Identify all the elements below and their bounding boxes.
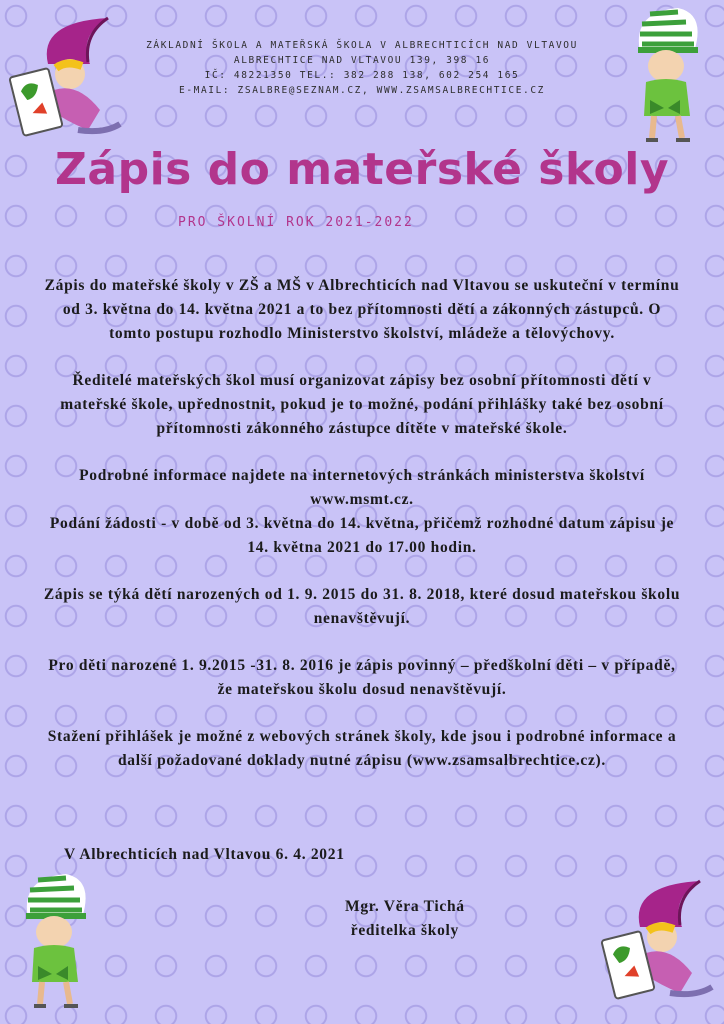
paragraph-info-application (40, 464, 684, 560)
header-line-3: IČ: 48221350 TEL.: 382 288 138, 602 254 165 (204, 70, 520, 81)
paragraph-download: Stažení přihlášek je možné z webových stránek školy, kde jsou i podrobné informace a další požadované doklady nutné zápisu (www.zsamsalbrechtice.cz). (47, 728, 677, 769)
signature-name: Mgr. Věra Tichá (345, 898, 465, 915)
dateline: V Albrechticích nad Vltavou 6. 4. 2021 (64, 846, 345, 863)
header-line-4: E-MAIL: ZSALBRE@SEZNAM.CZ, WWW.ZSAMSALBRECHTICE.CZ (179, 85, 545, 96)
paragraph-organization: Ředitelé mateřských škol musí organizovat zápisy bez osobní přítomnosti dětí v mateřské škole, upřednostnit, pokud je to možné, podání přihlášky také bez osobní přítomnosti zákonného zástupce dítěte v mateřské škole. (60, 372, 664, 437)
paragraph-enrollment-dates: Zápis do mateřské školy v ZŠ a MŠ v Albrechticích nad Vltavou se uskuteční v termínu od 3. května do 14. května 2021 a to bez přítomnosti dětí a zákonných zástupců. O tomto postupu rozhodlo Ministerstvo školství, mládeže a tělovýchovy. (44, 277, 680, 342)
page-title: Zápis do mateřské školy (54, 144, 670, 195)
header-line-1: ZÁKLADNÍ ŠKOLA A MATEŘSKÁ ŠKOLA V ALBRECHTICÍCH NAD VLTAVOU (146, 40, 578, 51)
paragraph-eligibility: Zápis se týká dětí narozených od 1. 9. 2015 do 31. 8. 2018, které dosud mateřskou školu nenavštěvují. (43, 586, 681, 627)
gnome-reading-icon (8, 12, 128, 142)
header-line-2: ALBRECHTICE NAD VLTAVOU 139, 398 16 (233, 55, 491, 66)
signature-role: ředitelka školy (350, 922, 459, 939)
paragraph-application: Podání žádosti - v době od 3. května do 14. května, přičemž rozhodné datum zápisu je 14. května 2021 do 17.00 hodin. (49, 515, 675, 556)
gnome-standing-icon (8, 870, 108, 1020)
signature-block (345, 895, 465, 943)
paragraph-mandatory: Pro děti narozené 1. 9.2015 -31. 8. 2016 je zápis povinný – předškolní děti – v případě, že mateřskou školu dosud nenavštěvují. (48, 657, 676, 698)
paragraph-info: Podrobné informace najdete na internetových stránkách ministerstva školství www.msmt.cz. (79, 467, 645, 508)
gnome-standing-icon (620, 4, 720, 154)
announcement-body (40, 274, 684, 796)
page-subtitle: PRO ŠKOLNÍ ROK 2021-2022 (178, 215, 414, 230)
gnome-reading-icon (600, 870, 720, 1010)
